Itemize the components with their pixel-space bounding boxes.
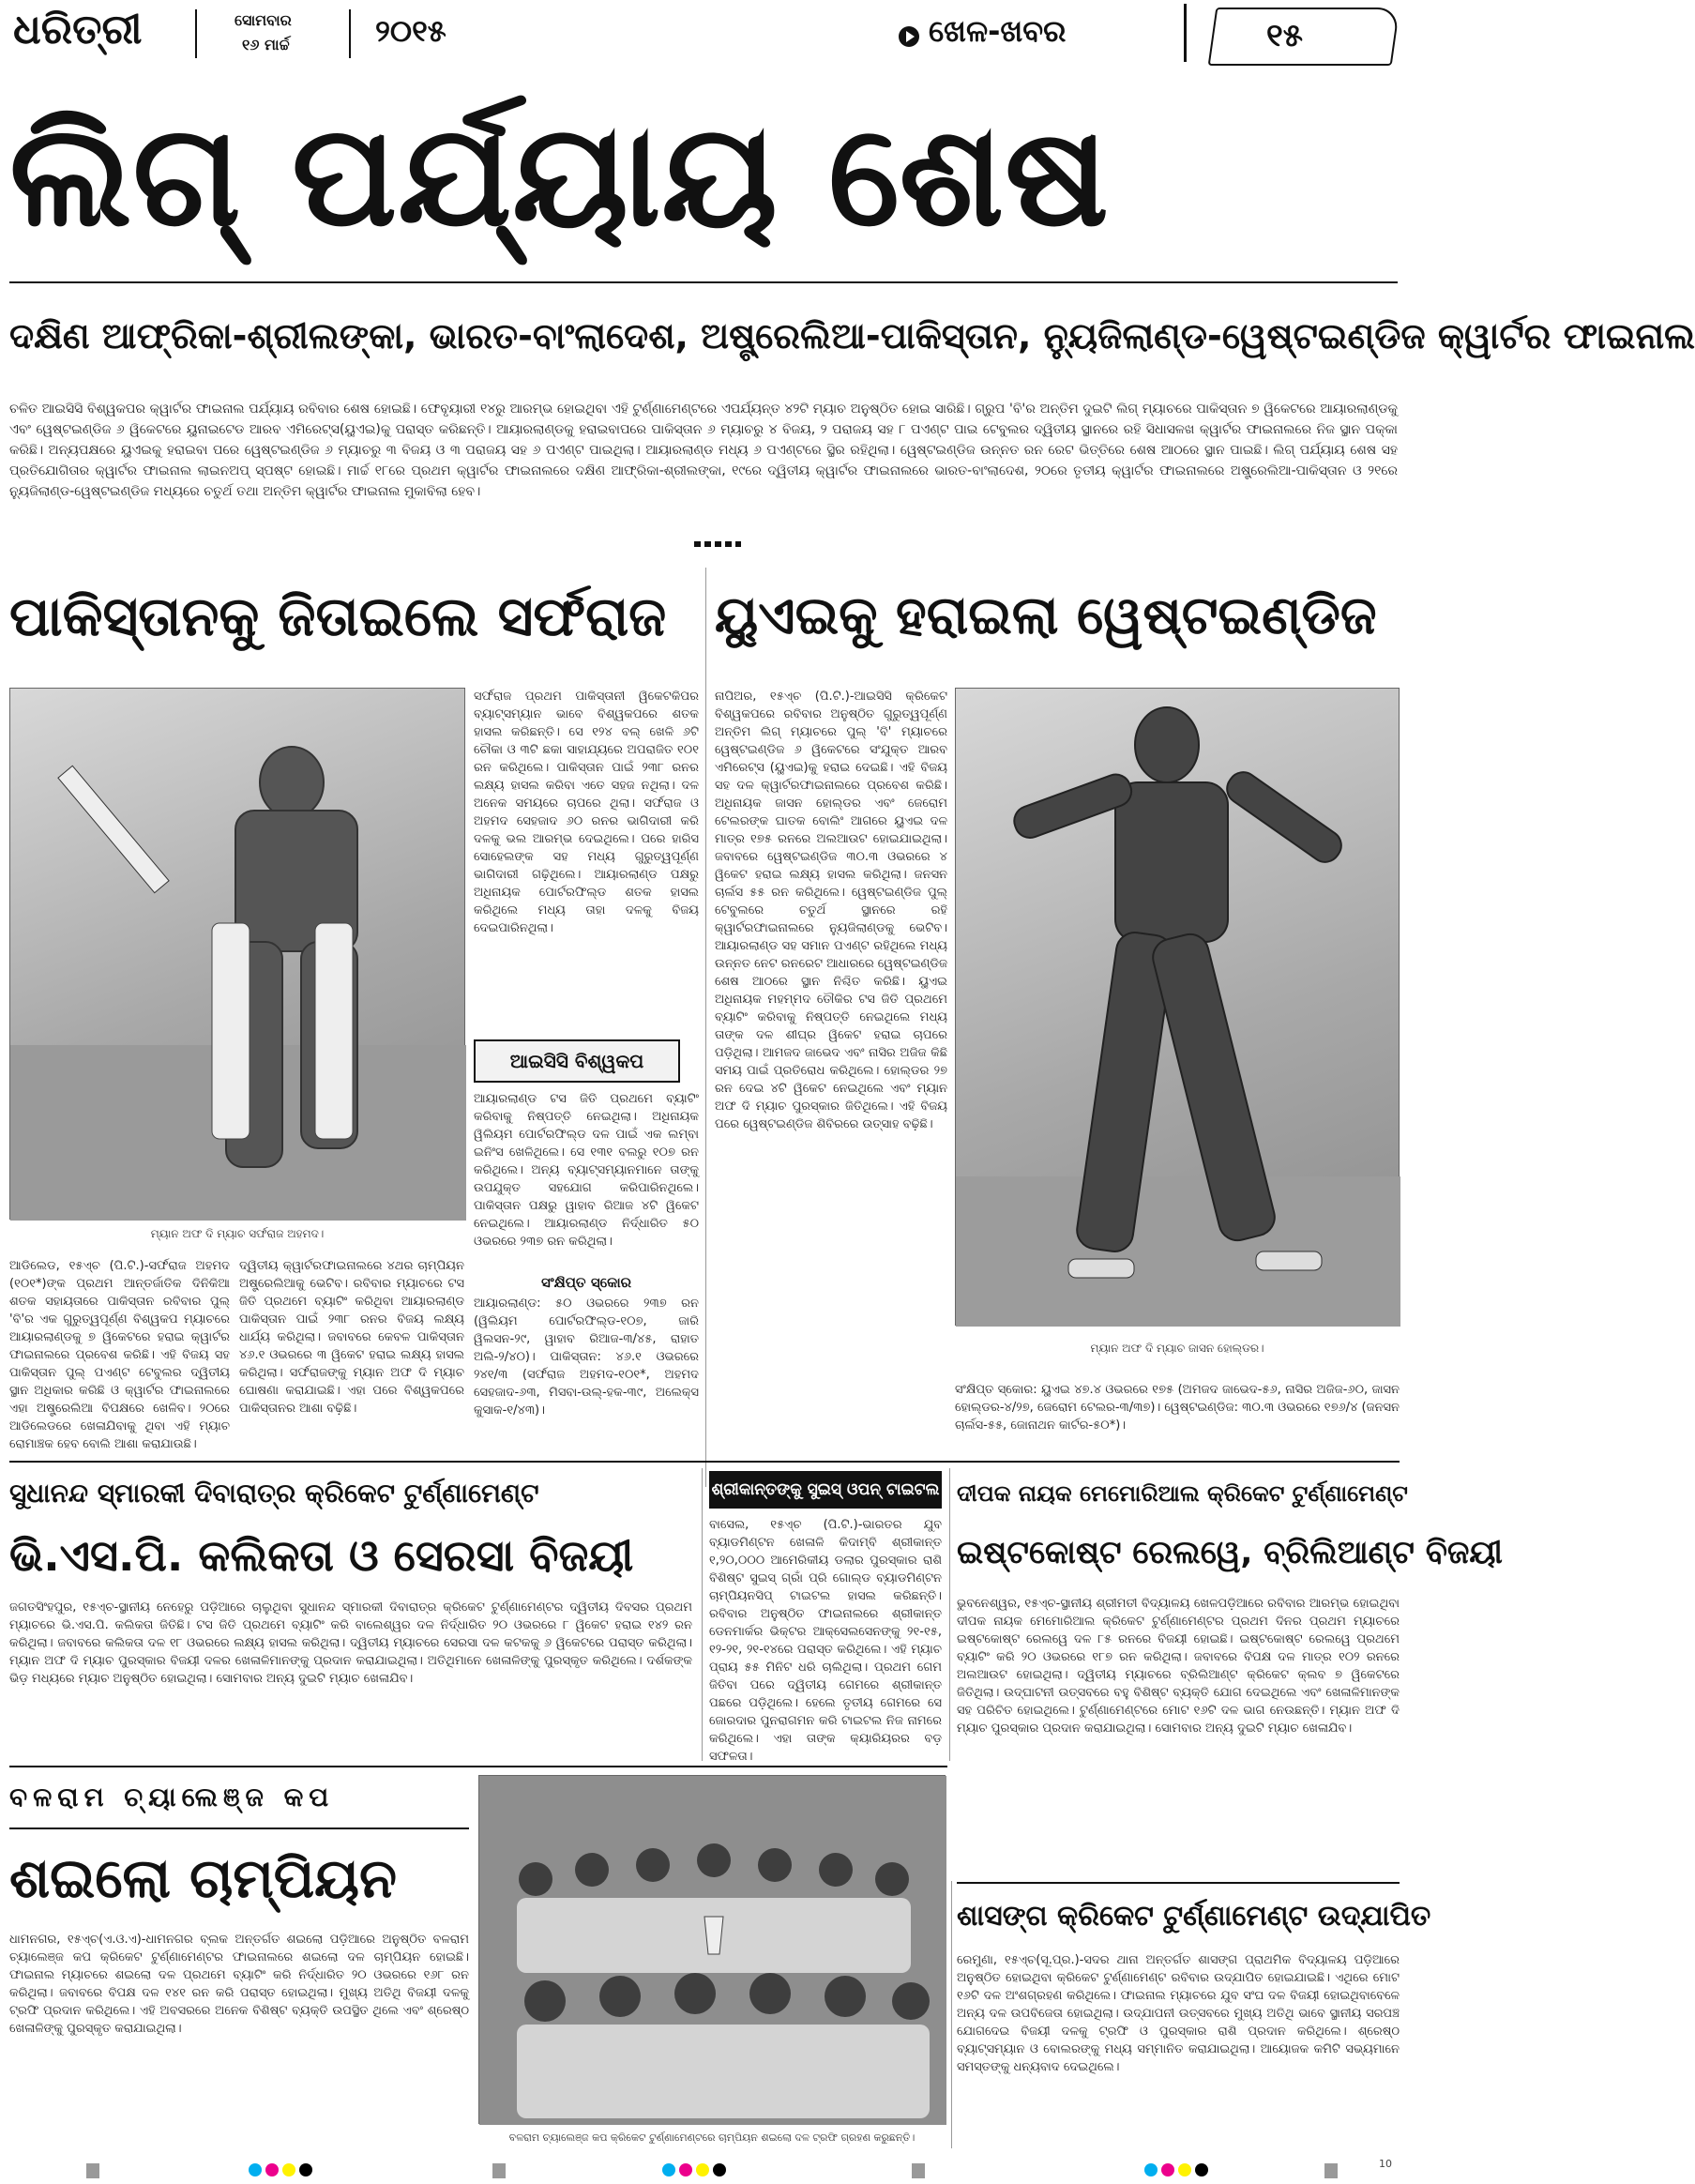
cmyk-dots (249, 2163, 324, 2178)
lead-separator (694, 541, 741, 547)
sudhanand-headline: ଭି.ଏସ.ପି. କଲିକତା ଓ ସେରସା ବିଜୟୀ (9, 1530, 634, 1581)
wi-photo (955, 688, 1400, 1326)
deepak-headline: ଇଷ୍ଟକୋଷ୍ଟ ରେଲୱେ, ବ୍ରିଲିଆଣ୍ଟ ବିଜୟୀ (957, 1534, 1503, 1571)
masthead-divider (349, 9, 351, 58)
folio: 10 (1379, 2158, 1392, 2170)
srikant-body: ବାସେଲ, ୧୫ଏ୍ଚ (ପି.ଟି.)-ଭାରତର ଯୁବ ବ୍ୟାଡମିଣ୍ଟନ ଖେଳାଳି କିଦାମ୍ବି ଶ୍ରୀକାନ୍ତ ୧,୨୦,୦୦୦ ଆମେରିକୀୟ ଡଲାର ପୁରସ୍କାର ରାଶି ବିଶିଷ୍ଟ ସୁଇସ୍ ଗ୍ରାଁ ପ୍ରି ଗୋଲ୍ଡ ବ୍ୟାଡମିଣ୍ଟନ ଚାମ୍ପିୟନସିପ୍ ଟାଇଟଲ ହାସଲ କରିଛନ୍ତି। ରବିବାର ଅନୁଷ୍ଠିତ ଫାଇନାଲରେ ଶ୍ରୀକାନ୍ତ ଡେନମାର୍କର ଭିକ୍ଟର ଆକ୍ସେଲସେନଙ୍କୁ ୨୧-୧୫, ୧୨-୨୧, ୨୧-୧୪ରେ ପରାସ୍ତ କରିଥିଲେ। ଏହି ମ୍ୟାଚ ପ୍ରାୟ ୫୫ ମିନିଟ ଧରି ଚାଲିଥିଲା। ପ୍ରଥମ ଗେମ ଜିତିବା ପରେ ଦ୍ୱିତୀୟ ଗେମରେ ଶ୍ରୀକାନ୍ତ ପଛରେ ପଡ଼ିଥିଲେ। ହେଲେ ତୃତୀୟ ଗେମରେ ସେ ଜୋରଦାର ପୁନରାଗମନ କରି ଟାଇଟଲ ନିଜ ନାମରେ କରିଥିଲେ। ଏହା ତାଙ୍କ କ୍ୟାରିୟରର ବଡ଼ ସଫଳତା। (709, 1518, 942, 1764)
lead-body: ଚଳିତ ଆଇସିସି ବିଶ୍ୱକପର କ୍ୱାର୍ଟର ଫାଇନାଲ ପର୍ଯ୍ୟାୟ ରବିବାର ଶେଷ ହୋଇଛି। ଫେବୃୟାରୀ ୧୪ରୁ ଆରମ୍ଭ ହୋଇଥିବା ଏହି ଟୁର୍ଣ୍ଣାମେଣ୍ଟରେ ଏପର୍ଯ୍ୟନ୍ତ ୪୨ଟି ମ୍ୟାଚ ଅନୁଷ୍ଠିତ ହୋଇ ସାରିଛି। ଗ୍ରୁପ 'ବି'ର ଅନ୍ତିମ ଦୁଇଟି ଲିଗ୍ ମ୍ୟାଚରେ ପାକିସ୍ତାନ ୭ ୱିକେଟରେ ଆୟାରଲାଣ୍ଡକୁ ଏବଂ ୱେଷ୍ଟଇଣ୍ଡିଜ ୬ ୱିକେଟରେ ୟୁନାଇଟେଡ ଆରବ ଏମିରେଟ୍ସ(ୟୁଏଇ)କୁ ପରାସ୍ତ କରିଛନ୍ତି। ଆୟାରଲାଣ୍ଡକୁ ହରାଇବାପରେ ପାକିସ୍ତାନ ୬ ମ୍ୟାଚରୁ ୪ ବିଜୟ, ୨ ପରାଜୟ ସହ ୮ ପଏଣ୍ଟ ପାଇ ଟେବୁଲର ଦ୍ୱିତୀୟ ସ୍ଥାନରେ ରହି ସିଧାସଳଖ କ୍ୱାର୍ଟର ଫାଇନାଲରେ ନିଜ ସ୍ଥାନ ପକ୍କା କରିଛି। ଅନ୍ୟପକ୍ଷରେ ୟୁଏଇକୁ ହରାଇବା ପରେ ୱେଷ୍ଟଇଣ୍ଡିଜ ୬ ମ୍ୟାଚରୁ ୩ ବିଜୟ ଓ ୩ ପରାଜୟ ସହ ୬ ପଏଣ୍ଟ ପାଇଥିଲା। ଆୟାରଲାଣ୍ଡ ମଧ୍ୟ ୬ ପଏଣ୍ଟରେ ସ୍ଥିର ରହିଥିଲା। ୱେଷ୍ଟଇଣ୍ଡିଜ ଉନ୍ନତ ରନ ରେଟ ଭିତ୍ତିରେ ଶେଷ ଆଠରେ ସ୍ଥାନ ପାଇଛି। ଲିଗ୍ ପର୍ଯ୍ୟାୟ ଶେଷ ସହ ପ୍ରତିଯୋଗିତାର କ୍ୱାର୍ଟର ଫାଇନାଲ ଲାଇନଅପ୍ ସ୍ପଷ୍ଟ ହୋଇଛି। ମାର୍ଚ୍ଚ ୧୮ରେ ପ୍ରଥମ କ୍ୱାର୍ଟର ଫାଇନାଲରେ ଦକ୍ଷିଣ ଆଫ୍ରିକା-ଶ୍ରୀଲଙ୍କା, ୧୯ରେ ଦ୍ୱିତୀୟ କ୍ୱାର୍ଟର ଫାଇନାଲରେ ଭାରତ-ବାଂଲାଦେଶ, ୨୦ରେ ତୃତୀୟ କ୍ୱାର୍ଟର ଫାଇନାଲରେ ଅଷ୍ଟ୍ରେଲିଆ-ପାକିସ୍ତାନ ଓ ୨୧ରେ ନ୍ୟୁଜିଲାଣ୍ଡ-ୱେଷ୍ଟଇଣ୍ଡିଜ ମଧ୍ୟରେ ଚତୁର୍ଥ ତଥା ଅନ୍ତିମ କ୍ୱାର୍ଟର ଫାଇନାଲ ମୁକାବିଲା ହେବ। (9, 402, 1398, 499)
column-rule (951, 1881, 952, 2148)
masthead-divider (1184, 4, 1187, 62)
pak-body-left: ଆଡିଲେଡ, ୧୫ଏ୍ଚ (ପି.ଟି.)-ସର୍ଫରାଜ ଅହମଦ (୧୦୧*)ଙ୍କ ପ୍ରଥମ ଆନ୍ତର୍ଜାତିକ ଦିନିକିଆ ଶତକ ସହାୟତାରେ ପାକିସ୍ତାନ ରବିବାର ପୁଲ୍ 'ବି'ର ଏକ ଗୁରୁତ୍ୱପୂର୍ଣ୍ଣ ବିଶ୍ୱକପ ମ୍ୟାଚରେ ଆୟାରଲାଣ୍ଡକୁ ୭ ୱିକେଟରେ ହରାଇ କ୍ୱାର୍ଟର ଫାଇନାଲରେ ପ୍ରବେଶ କରିଛି। ଏହି ବିଜୟ ସହ ପାକିସ୍ତାନ ପୁଲ୍ ପଏଣ୍ଟ ଟେବୁଲର ଦ୍ୱିତୀୟ ସ୍ଥାନ ଅଧିକାର କରିଛି ଓ କ୍ୱାର୍ଟର ଫାଇନାଲରେ ଏହା ଅଷ୍ଟ୍ରେଲିଆ ବିପକ୍ଷରେ ଖେଳିବ। ୨୦ରେ ଆଡିଲେଡରେ ଖେଳାଯିବାକୁ ଥିବା ଏହି ମ୍ୟାଚ ରୋମାଞ୍ଚକ ହେବ ବୋଲି ଆଶା କରାଯାଉଛି। (9, 1259, 230, 1451)
balaram-photo (478, 1775, 946, 2124)
srikant-kicker: ଶ୍ରୀକାନ୍ତଙ୍କୁ ସୁଇସ୍ ଓପନ୍ ଟାଇଟଲ (709, 1471, 942, 1509)
masthead-divider (195, 9, 197, 58)
newspaper-logo: ଧରିତ୍ରୀ (13, 6, 143, 53)
sudhanand-body: ଜଗତସିଂହପୁର, ୧୫ଏ୍ଚ-ସ୍ଥାନୀୟ ନେହେରୁ ପଡ଼ିଆରେ ଚାଲୁଥିବା ସୁଧାନନ୍ଦ ସ୍ମାରକୀ ଦିବାରାତ୍ର କ୍ରିକେଟ ଟୁର୍ଣ୍ଣାମେଣ୍ଟର ଦ୍ୱିତୀୟ ଦିବସର ପ୍ରଥମ ମ୍ୟାଚରେ ଭି.ଏସ.ପି. କଲିକତା ଜିତିଛି। ଟସ ଜିତି ପ୍ରଥମେ ବ୍ୟାଟିଂ କରି ବାଲେଶ୍ୱର ଦଳ ନିର୍ଦ୍ଧାରିତ ୨୦ ଓଭରରେ ୮ ୱିକେଟ ହରାଇ ୧୪୨ ରନ କରିଥିଲା। ଜବାବରେ କଲିକତା ଦଳ ୧୮ ଓଭରରେ ଲକ୍ଷ୍ୟ ହାସଲ କରିଥିଲା। ଦ୍ୱିତୀୟ ମ୍ୟାଚରେ ସେରସା ଦଳ କଟକକୁ ୬ ୱିକେଟରେ ପରାସ୍ତ କରିଥିଲା। ମ୍ୟାନ ଅଫ ଦି ମ୍ୟାଚ ପୁରସ୍କାର ବିଜୟୀ ଦଳର ଖେଳାଳିମାନଙ୍କୁ ପ୍ରଦାନ କରାଯାଇଥିଲା। ଅତିଥିମାନେ ଖେଳାଳିଙ୍କୁ ପୁରସ୍କୃତ କରିଥିଲେ। ଦର୍ଶକଙ୍କ ଭିଡ଼ ମଧ୍ୟରେ ମ୍ୟାଚ ଅନୁଷ୍ଠିତ ହୋଇଥିଲା। ସୋମବାର ଅନ୍ୟ ଦୁଇଟି ମ୍ୟାଚ ଖେଳାଯିବ। (9, 1600, 692, 1686)
section-rule (9, 1461, 1400, 1463)
cmyk-dots (662, 2163, 737, 2178)
column-rule (705, 568, 706, 1487)
page-number-tab (1208, 8, 1400, 66)
lead-subheadline: ଦକ୍ଷିଣ ଆଫ୍ରିକା-ଶ୍ରୀଲଙ୍କା, ଭାରତ-ବାଂଲାଦେଶ, ଅଷ୍ଟ୍ରେଲିଆ-ପାକିସ୍ତାନ, ନ୍ୟୁଜିଲାଣ୍ଡ-ୱେଷ୍ଟଇଣ୍ଡିଜ କ୍ୱାର୍ଟର ଫାଇନାଲ (9, 315, 1695, 356)
grey-swatch (86, 2163, 99, 2178)
pak-score: ଆୟାରଲାଣ୍ଡ: ୫୦ ଓଭରରେ ୨୩୭ ରନ (ୱିଲିୟମ ପୋର୍ଟରଫିଲ୍ଡ-୧୦୭, ଜାରି ୱିଲସନ-୨୯, ୱାହାବ ରିଆଜ-୩/୪୫, ରାହାତ ଅଲି-୨/୪୦)। ପାକିସ୍ତାନ: ୪୬.୧ ଓଭରରେ ୨୪୧/୩ (ସର୍ଫରାଜ ଅହମଦ-୧୦୧*, ଅହମଦ ସେହଜାଦ-୬୩, ମିସବା-ଉଲ୍-ହକ-୩୯, ଅଲେକ୍ସ କୁସାକ-୧/୪୩)। (474, 1297, 699, 1418)
pak-body-mid: ଦ୍ୱିତୀୟ କ୍ୱାର୍ଟରଫାଇନାଲରେ ୪ଥର ଚାମ୍ପିୟନ ଅଷ୍ଟ୍ରେଲିଆକୁ ଭେଟିବ। ରବିବାର ମ୍ୟାଚରେ ଟସ ଜିତି ପ୍ରଥମେ ବ୍ୟାଟିଂ କରିଥିବା ଆୟାରଲାଣ୍ଡ ପାକିସ୍ତାନ ପାଇଁ ୨୩୮ ରନର ବିଜୟ ଲକ୍ଷ୍ୟ ଧାର୍ଯ୍ୟ କରିଥିଲା। ଜବାବରେ କେବଳ ପାକିସ୍ତାନ ୪୬.୧ ଓଭରରେ ୩ ୱିକେଟ ହରାଇ ଲକ୍ଷ୍ୟ ହାସଲ କରିଥିଲା। ସର୍ଫରାଜଙ୍କୁ ମ୍ୟାନ ଅଫ ଦି ମ୍ୟାଚ ଘୋଷଣା କରାଯାଇଛି। ଏହା ପରେ ବିଶ୍ୱକପରେ ପାକିସ୍ତାନର ଆଶା ବଢ଼ିଛି। (239, 1259, 464, 1416)
issue-day: ସୋମବାର (235, 11, 292, 29)
grey-swatch (492, 2163, 506, 2178)
play-icon-triangle (906, 31, 915, 42)
column-rule (949, 1468, 950, 1761)
section-title: ଖେଳ-ଖବର (929, 13, 1067, 49)
pak-photo (9, 688, 465, 1220)
balaram-rule (9, 1828, 469, 1829)
column-rule (702, 1468, 703, 1761)
balaram-kicker: ବଳରାମ ଚ୍ୟାଲେଞ୍ଜ କପ (9, 1782, 335, 1812)
section-rule (9, 1766, 947, 1767)
deepak-kicker: ଦୀପକ ନାୟକ ମେମୋରିଆଲ କ୍ରିକେଟ ଟୁର୍ଣ୍ଣାମେଣ୍ଟ (957, 1480, 1408, 1507)
sasang-body: ରେମୁଣା, ୧୫ଏ୍ଚ(ସୂ.ପ୍ର.)-ସଦର ଥାନା ଅନ୍ତର୍ଗତ ଶାସଙ୍ଗ ପ୍ରାଥମିକ ବିଦ୍ୟାଳୟ ପଡ଼ିଆରେ ଅନୁଷ୍ଠିତ ହୋଇଥିବା କ୍ରିକେଟ ଟୁର୍ଣ୍ଣାମେଣ୍ଟ ରବିବାର ଉଦ୍‌ଯାପିତ ହୋଇଯାଇଛି। ଏଥିରେ ମୋଟ ୧୬ଟି ଦଳ ଅଂଶଗ୍ରହଣ କରିଥିଲେ। ଫାଇନାଲ ମ୍ୟାଚରେ ଯୁବ ସଂଘ ଦଳ ବିଜୟୀ ହୋଇଥିବାବେଳେ ଅନ୍ୟ ଦଳ ଉପବିଜେତା ହୋଇଥିଲା। ଉଦ୍‌ଯାପନୀ ଉତ୍ସବରେ ମୁଖ୍ୟ ଅତିଥି ଭାବେ ସ୍ଥାନୀୟ ସରପଞ୍ଚ ଯୋଗଦେଇ ବିଜୟୀ ଦଳକୁ ଟ୍ରଫି ଓ ପୁରସ୍କାର ରାଶି ପ୍ରଦାନ କରିଥିଲେ। ଶ୍ରେଷ୍ଠ ବ୍ୟାଟ୍ସମ୍ୟାନ ଓ ବୋଲରଙ୍କୁ ମଧ୍ୟ ସମ୍ମାନିତ କରାଯାଇଥିଲା। ଆୟୋଜକ କମିଟି ସଭ୍ୟମାନେ ସମସ୍ତଙ୍କୁ ଧନ୍ୟବାଦ ଦେଇଥିଲେ। (957, 1953, 1400, 2074)
issue-date: ୧୬ ମାର୍ଚ୍ଚ (242, 36, 290, 53)
pak-body-right-2: ଆୟାରଲାଣ୍ଡ ଟସ ଜିତି ପ୍ରଥମେ ବ୍ୟାଟିଂ କରିବାକୁ ନିଷ୍ପତ୍ତି ନେଇଥିଲା। ଅଧିନାୟକ ୱିଲିୟମ ପୋର୍ଟରଫିଲ୍ଡ ଦଳ ପାଇଁ ଏକ ଲମ୍ବା ଇନିଂସ ଖେଳିଥିଲେ। ସେ ୧୩୧ ବଲରୁ ୧୦୭ ରନ କରିଥିଲେ। ଅନ୍ୟ ବ୍ୟାଟ୍ସମ୍ୟାନମାନେ ତାଙ୍କୁ ଉପଯୁକ୍ତ ସହଯୋଗ କରିପାରିନଥିଲେ। ପାକିସ୍ତାନ ପକ୍ଷରୁ ୱାହାବ ରିଆଜ ୪ଟି ୱିକେଟ ନେଇଥିଲେ। ଆୟାରଲାଣ୍ଡ ନିର୍ଦ୍ଧାରିତ ୫୦ ଓଭରରେ ୨୩୭ ରନ କରିଥିଲା। (474, 1092, 699, 1249)
pak-score-title: ସଂକ୍ଷିପ୍ତ ସ୍କୋର (540, 1274, 632, 1291)
section-rule (957, 1882, 1400, 1884)
issue-year: ୨୦୧୫ (375, 13, 446, 49)
cmyk-dots (1144, 2163, 1219, 2178)
world-cup-badge: ଆଇସିସି ବିଶ୍ୱକପ (474, 1039, 680, 1083)
balaram-photo-caption: ବଳରାମ ଚ୍ୟାଲେଞ୍ଜ କପ କ୍ରିକେଟ ଟୁର୍ଣ୍ଣାମେଣ୍ଟରେ ଚାମ୍ପିୟନ ଶଇଲୋ ଦଳ ଟ୍ରଫି ଗ୍ରହଣ କରୁଛନ୍ତି। (508, 2131, 916, 2144)
masthead (0, 0, 1407, 73)
wi-headline: ୟୁଏଇକୁ ହରାଇଲା ୱେଷ୍ଟଇଣ୍ଡିଜ (715, 585, 1377, 646)
page-number: ୧୫ (1266, 17, 1303, 54)
wi-score: ସଂକ୍ଷିପ୍ତ ସ୍କୋର: ୟୁଏଇ ୪୭.୪ ଓଭରରେ ୧୭୫ (ଅମଜଦ ଜାଭେଦ-୫୬, ନାସିର ଅଜିଜ-୬୦, ଜାସନ ହୋଲ୍ଡର-୪/୨୭, ଜେରୋମ ଟେଲର-୩/୩୭)। ୱେଷ୍ଟଇଣ୍ଡିଜ: ୩୦.୩ ଓଭରରେ ୧୭୬/୪ (ଜନସନ ଚାର୍ଲସ-୫୫, ଜୋନାଥନ କାର୍ଟର-୫୦*)। (955, 1383, 1400, 1433)
grey-swatch (1324, 2163, 1338, 2178)
lead-rule (9, 281, 1398, 283)
wi-photo-caption: ମ୍ୟାନ ଅଫ ଦି ମ୍ୟାଚ ଜାସନ ହୋଲ୍ଡର। (1090, 1342, 1264, 1355)
balaram-body: ଧାମନଗର, ୧୫ଏ୍ଚ(ଏ.ଓ.ଏ)-ଧାମନଗର ବ୍ଲକ ଅନ୍ତର୍ଗତ ଶଇଲୋ ପଡ଼ିଆରେ ଅନୁଷ୍ଠିତ ବଳରାମ ଚ୍ୟାଲେଞ୍ଜ କପ କ୍ରିକେଟ ଟୁର୍ଣ୍ଣାମେଣ୍ଟର ଫାଇନାଲରେ ଶଇଲୋ ଦଳ ଚାମ୍ପିୟନ ହୋଇଛି। ଫାଇନାଲ ମ୍ୟାଚରେ ଶଇଲୋ ଦଳ ପ୍ରଥମେ ବ୍ୟାଟିଂ କରି ନିର୍ଦ୍ଧାରିତ ୨୦ ଓଭରରେ ୧୬୮ ରନ କରିଥିଲା। ଜବାବରେ ବିପକ୍ଷ ଦଳ ୧୪୧ ରନ କରି ପରାସ୍ତ ହୋଇଥିଲା। ମୁଖ୍ୟ ଅତିଥି ବିଜୟୀ ଦଳକୁ ଟ୍ରଫି ପ୍ରଦାନ କରିଥିଲେ। ଏହି ଅବସରରେ ଅନେକ ବିଶିଷ୍ଟ ବ୍ୟକ୍ତି ଉପସ୍ଥିତ ଥିଲେ ଏବଂ ଶ୍ରେଷ୍ଠ ଖେଳାଳିଙ୍କୁ ପୁରସ୍କୃତ କରାଯାଇଥିଲା। (9, 1933, 469, 2036)
deepak-body: ଭୁବନେଶ୍ୱର, ୧୫ଏ୍ଚ-ସ୍ଥାନୀୟ ଶ୍ରୀମତୀ ବିଦ୍ୟାଳୟ ଖେଳପଡ଼ିଆରେ ରବିବାର ଆରମ୍ଭ ହୋଇଥିବା ଦୀପକ ନାୟକ ମେମୋରିଆଲ କ୍ରିକେଟ ଟୁର୍ଣ୍ଣାମେଣ୍ଟର ପ୍ରଥମ ଦିନର ପ୍ରଥମ ମ୍ୟାଚରେ ଇଷ୍ଟକୋଷ୍ଟ ରେଲୱେ ଦଳ ୮୫ ରନରେ ବିଜୟୀ ହୋଇଛି। ଇଷ୍ଟକୋଷ୍ଟ ରେଲୱେ ପ୍ରଥମେ ବ୍ୟାଟିଂ କରି ୨୦ ଓଭରରେ ୧୮୭ ରନ କରିଥିଲା। ଜବାବରେ ବିପକ୍ଷ ଦଳ ମାତ୍ର ୧୦୨ ରନରେ ଅଲଆଉଟ ହୋଇଥିଲା। ଦ୍ୱିତୀୟ ମ୍ୟାଚରେ ବ୍ରିଲିଆଣ୍ଟ କ୍ରିକେଟ କ୍ଲବ ୭ ୱିକେଟରେ ଜିତିଥିଲା। ଉଦ୍‌ଘାଟନୀ ଉତ୍ସବରେ ବହୁ ବିଶିଷ୍ଟ ବ୍ୟକ୍ତି ଯୋଗ ଦେଇଥିଲେ ଏବଂ ଖେଳାଳିମାନଙ୍କ ସହ ପରିଚିତ ହୋଇଥିଲେ। ଟୁର୍ଣ୍ଣାମେଣ୍ଟରେ ମୋଟ ୧୬ଟି ଦଳ ଭାଗ ନେଉଛନ୍ତି। ମ୍ୟାନ ଅଫ ଦି ମ୍ୟାଚ ପୁରସ୍କାର ପ୍ରଦାନ କରାଯାଇଥିଲା। ସୋମବାର ଅନ୍ୟ ଦୁଇଟି ମ୍ୟାଚ ଖେଳାଯିବ। (957, 1597, 1400, 1736)
pak-photo-caption: ମ୍ୟାନ ଅଫ ଦି ମ୍ୟାଚ ସର୍ଫରାଜ ଅହମଦ। (150, 1227, 325, 1240)
lead-headline: ଲିଗ୍ ପର୍ଯ୍ୟାୟ ଶେଷ (9, 95, 1110, 258)
print-footer (0, 2158, 1407, 2184)
pak-body-right: ସର୍ଫରାଜ ପ୍ରଥମ ପାକିସ୍ତାନୀ ୱିକେଟକିପର ବ୍ୟାଟ୍ସମ୍ୟାନ ଭାବେ ବିଶ୍ୱକପରେ ଶତକ ହାସଲ କରିଛନ୍ତି। ସେ ୧୨୪ ବଲ୍ ଖେଳି ୬ଟି ଚୌକା ଓ ୩ଟି ଛକା ସାହାଯ୍ୟରେ ଅପରାଜିତ ୧୦୧ ରନ କରିଥିଲେ। ପାକିସ୍ତାନ ପାଇଁ ୨୩୮ ରନର ଲକ୍ଷ୍ୟ ହାସଲ କରିବା ଏତେ ସହଜ ନଥିଲା। ଦଳ ଅନେକ ସମୟରେ ଚାପରେ ଥିଲା। ସର୍ଫରାଜ ଓ ଅହମଦ ସେହଜାଦ ୬୦ ରନର ଭାଗିଦାରୀ କରି ଦଳକୁ ଭଲ ଆରମ୍ଭ ଦେଇଥିଲେ। ପରେ ହାରିସ ସୋହେଲଙ୍କ ସହ ମଧ୍ୟ ଗୁରୁତ୍ୱପୂର୍ଣ୍ଣ ଭାଗିଦାରୀ ଗଢ଼ିଥିଲେ। ଆୟାରଲାଣ୍ଡ ପକ୍ଷରୁ ଅଧିନାୟକ ପୋର୍ଟରଫିଲ୍ଡ ଶତକ ହାସଲ କରିଥିଲେ ମଧ୍ୟ ତାହା ଦଳକୁ ବିଜୟ ଦେଇପାରିନଥିଲା। (474, 690, 699, 935)
grey-swatch (912, 2163, 925, 2178)
pak-headline: ପାକିସ୍ତାନକୁ ଜିତାଇଲେ ସର୍ଫରାଜ (9, 584, 667, 648)
balaram-headline: ଶଇଲୋ ଚାମ୍ପିୟନ (9, 1846, 397, 1910)
sudhanand-kicker: ସୁଧାନନ୍ଦ ସ୍ମାରକୀ ଦିବାରାତ୍ର କ୍ରିକେଟ ଟୁର୍ଣ୍ଣାମେଣ୍ଟ (9, 1478, 539, 1509)
sasang-headline: ଶାସଙ୍ଗ କ୍ରିକେଟ ଟୁର୍ଣ୍ଣାମେଣ୍ଟ ଉଦ୍‌ଯାପିତ (957, 1900, 1431, 1933)
wi-body: ନାପିଅର, ୧୫ଏ୍ଚ (ପି.ଟି.)-ଆଇସିସି କ୍ରିକେଟ ବିଶ୍ୱକପରେ ରବିବାର ଅନୁଷ୍ଠିତ ଗୁରୁତ୍ୱପୂର୍ଣ୍ଣ ଅନ୍ତିମ ଲିଗ୍ ମ୍ୟାଚରେ ପୁଲ୍ 'ବି' ମ୍ୟାଚରେ ୱେଷ୍ଟଇଣ୍ଡିଜ ୬ ୱିକେଟରେ ସଂଯୁକ୍ତ ଆରବ ଏମିରେଟ୍ସ (ୟୁଏଇ)କୁ ହରାଇ ଦେଇଛି। ଏହି ବିଜୟ ସହ ଦଳ କ୍ୱାର୍ଟରଫାଇନାଲରେ ପ୍ରବେଶ କରିଛି। ଅଧିନାୟକ ଜାସନ ହୋଲ୍ଡର ଏବଂ ଜେରୋମ ଟେଲରଙ୍କ ଘାତକ ବୋଲିଂ ଆଗରେ ୟୁଏଇ ଦଳ ମାତ୍ର ୧୭୫ ରନରେ ଅଲଆଉଟ ହୋଇଯାଇଥିଲା। ଜବାବରେ ୱେଷ୍ଟଇଣ୍ଡିଜ ୩୦.୩ ଓଭରରେ ୪ ୱିକେଟ ହରାଇ ଲକ୍ଷ୍ୟ ହାସଲ କରିଥିଲା। ଜନସନ ଚାର୍ଲସ ୫୫ ରନ କରିଥିଲେ। ୱେଷ୍ଟଇଣ୍ଡିଜ ପୁଲ୍ ଟେବୁଲରେ ଚତୁର୍ଥ ସ୍ଥାନରେ ରହି କ୍ୱାର୍ଟରଫାଇନାଲରେ ନ୍ୟୁଜିଲାଣ୍ଡକୁ ଭେଟିବ। ଆୟାରଲାଣ୍ଡ ସହ ସମାନ ପଏଣ୍ଟ ରହିଥିଲେ ମଧ୍ୟ ଉନ୍ନତ ନେଟ ରନରେଟ ଆଧାରରେ ୱେଷ୍ଟଇଣ୍ଡିଜ ଶେଷ ଆଠରେ ସ୍ଥାନ ନିଶ୍ଚିତ କରିଛି। ୟୁଏଇ ଅଧିନାୟକ ମହମ୍ମଦ ତୌକିର ଟସ ଜିତି ପ୍ରଥମେ ବ୍ୟାଟିଂ କରିବାକୁ ନିଷ୍ପତ୍ତି ନେଇଥିଲେ ମଧ୍ୟ ତାଙ୍କ ଦଳ ଶୀଘ୍ର ୱିକେଟ ହରାଇ ଚାପରେ ପଡ଼ିଥିଲା। ଆମଜଦ ଜାଭେଦ ଏବଂ ନାସିର ଅଜିଜ କିଛି ସମୟ ପାଇଁ ପ୍ରତିରୋଧ କରିଥିଲେ। ହୋଲ୍ଡର ୨୭ ରନ ଦେଇ ୪ଟି ୱିକେଟ ନେଇଥିଲେ ଏବଂ ମ୍ୟାନ ଅଫ ଦି ମ୍ୟାଚ ପୁରସ୍କାର ଜିତିଥିଲେ। ଏହି ବିଜୟ ପରେ ୱେଷ୍ଟଇଣ୍ଡିଜ ଶିବିରରେ ଉତ୍ସାହ ବଢ଼ିଛି। (715, 690, 947, 1131)
